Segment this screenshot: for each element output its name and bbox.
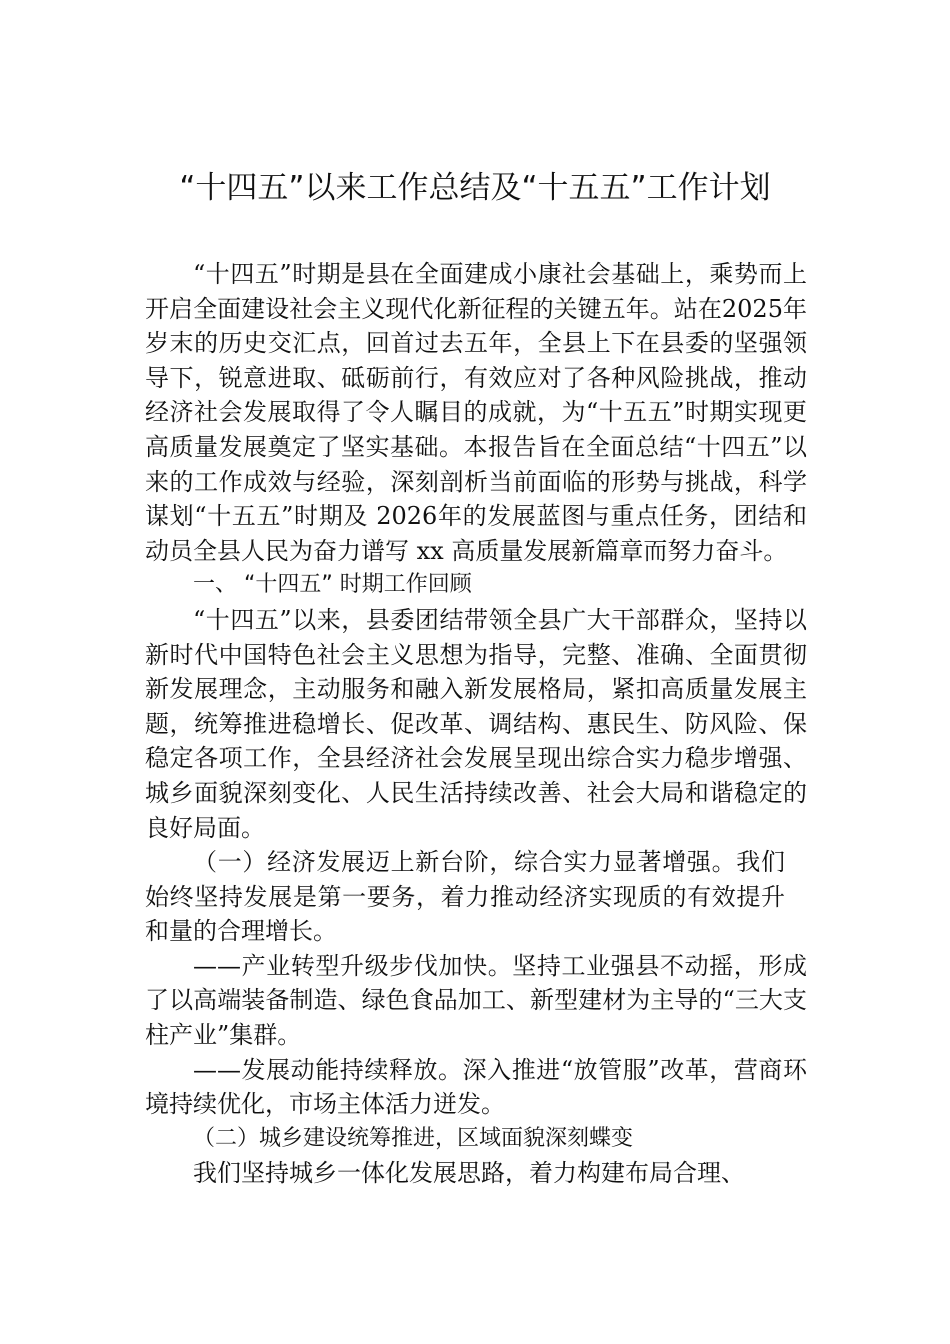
subsection-economy-paragraph: （一）经济发展迈上新台阶，综合实力显著增强。我们始终坚持发展是第一要务，着力推动经济实现质的有效提升和量的合理增长。 <box>145 848 785 946</box>
document-title: “十四五”以来工作总结及“十五五”工作计划 <box>179 170 771 206</box>
subsection-urban-rural-heading: （二）城乡建设统筹推进，区域面貌深刻蝶变 <box>193 1125 634 1151</box>
industry-upgrade-paragraph: ——产业转型升级步伐加快。坚持工业强县不动摇，形成了以高端装备制造、绿色食品加工、新型建材为主导的“三大支柱产业”集群。 <box>145 951 807 1050</box>
section-heading-review: 一、 “十四五” 时期工作回顾 <box>193 572 472 598</box>
intro-paragraph: “十四五”时期是县在全面建成小康社会基础上，乘势而上开启全面建设社会主义现代化新征程的关键五年。站在2025年岁末的历史交汇点，回首过去五年，全县上下在县委的坚强领导下，锐意进取、砥砺前行，有效应对了各种风险挑战，推动经济社会发展取得了令人瞩目的成就，为“十五五”时期实现更高质量发展奠定了坚实基础。本报告旨在全面总结“十四五”以来的工作成效与经验，深刻剖析当前面临的形势与挑战，科学谋划“十五五”时期及 2026年的发展蓝图与重点任务，团结和动员全县人民为奋力谱写 xx 高质量发展新篇章而努力奋斗。 <box>145 260 807 565</box>
urban-rural-paragraph: 我们坚持城乡一体化发展思路，着力构建布局合理、 <box>193 1159 745 1188</box>
review-paragraph: “十四五”以来，县委团结带领全县广大干部群众，坚持以新时代中国特色社会主义思想为指导，完整、准确、全面贯彻新发展理念，主动服务和融入新发展格局，紧扣高质量发展主题，统筹推进稳增长、促改革、调结构、惠民生、防风险、保稳定各项工作，全县经济社会发展呈现出综合实力稳步增强、城乡面貌深刻变化、人民生活持续改善、社会大局和谐稳定的良好局面。 <box>145 605 807 842</box>
document-body <box>145 257 807 1191</box>
growth-momentum-paragraph: ——发展动能持续释放。深入推进“放管服”改革，营商环境持续优化，市场主体活力迸发。 <box>145 1055 807 1119</box>
